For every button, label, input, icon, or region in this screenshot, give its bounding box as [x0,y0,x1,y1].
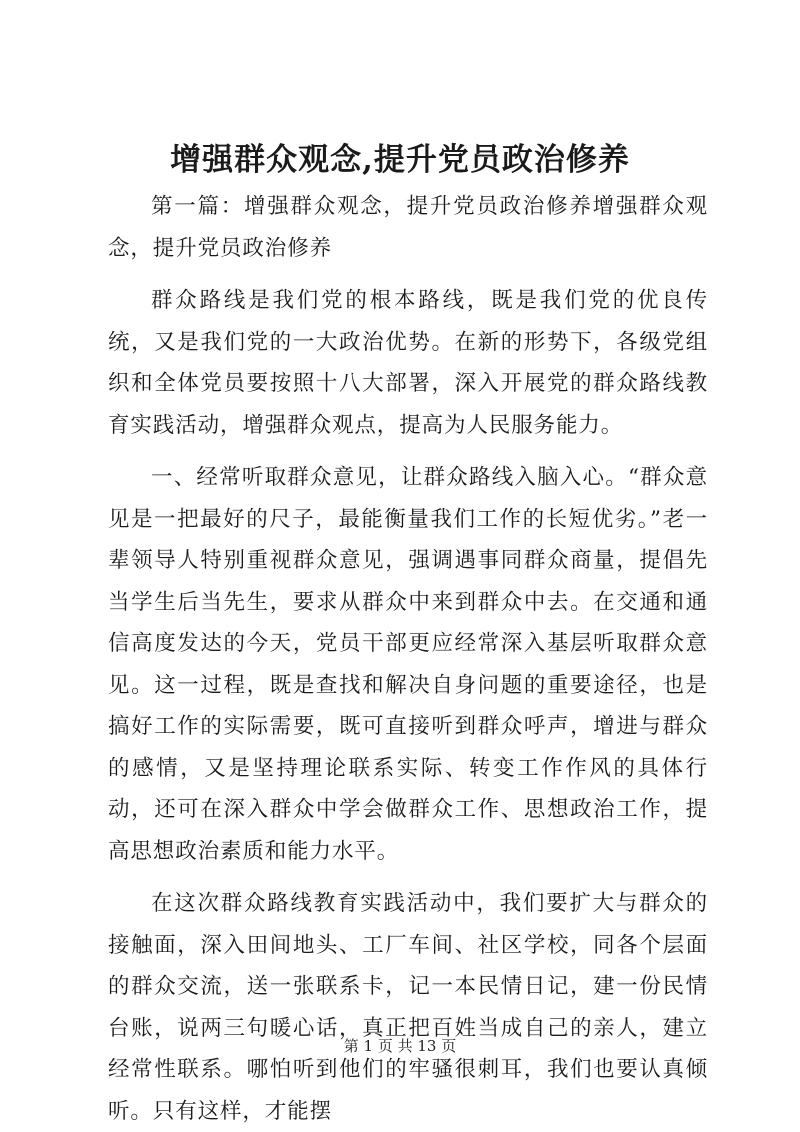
paragraph-mass-line: 群众路线是我们党的根本路线，既是我们党的优良传统，又是我们党的一大政治优势。在新的形势下，各级党组织和全体党员要按照十八大部署，深入开展党的群众路线教育实践活动，增强群众观点，提高为人民服务能力。 [108,288,708,438]
paragraph-practice-activity: 在这次群众路线教育实践活动中，我们要扩大与群众的接触面，深入田间地头、工厂车间、社区学校，同各个层面的群众交流，送一张联系卡，记一本民情日记，建一份民情台账，说两三句暖心话，真正把百姓当成自己的亲人，建立经常性联系。哪怕听到他们的牢骚很刺耳，我们也要认真倾听。只有这样，才能摆 [108,891,708,1124]
document-body [108,186,708,1132]
paragraph-section-one: 一、经常听取群众意见，让群众路线入脑入心。“群众意见是一把最好的尺子，最能衡量我们工作的长短优劣。”老一辈领导人特别重视群众意见，强调遇事同群众商量，提倡先当学生后当先生，要求从群众中来到群众中去。在交通和通信高度发达的今天，党员干部更应经常深入基层听取群众意见。这一过程，既是查找和解决自身问题的重要途径，也是搞好工作的实际需要，既可直接听到群众呼声，增进与群众的感情，又是坚持理论联系实际、转变工作作风的具体行动，还可在深入群众中学会做群众工作、思想政治工作，提高思想政治素质和能力水平。 [108,465,708,864]
document-title: 增强群众观念,提升党员政治修养 [170,142,630,178]
page-footer: 第 1 页 共 13 页 [343,1037,457,1055]
paragraph-intro: 第一篇：增强群众观念，提升党员政治修养增强群众观念，提升党员政治修养 [108,194,708,261]
